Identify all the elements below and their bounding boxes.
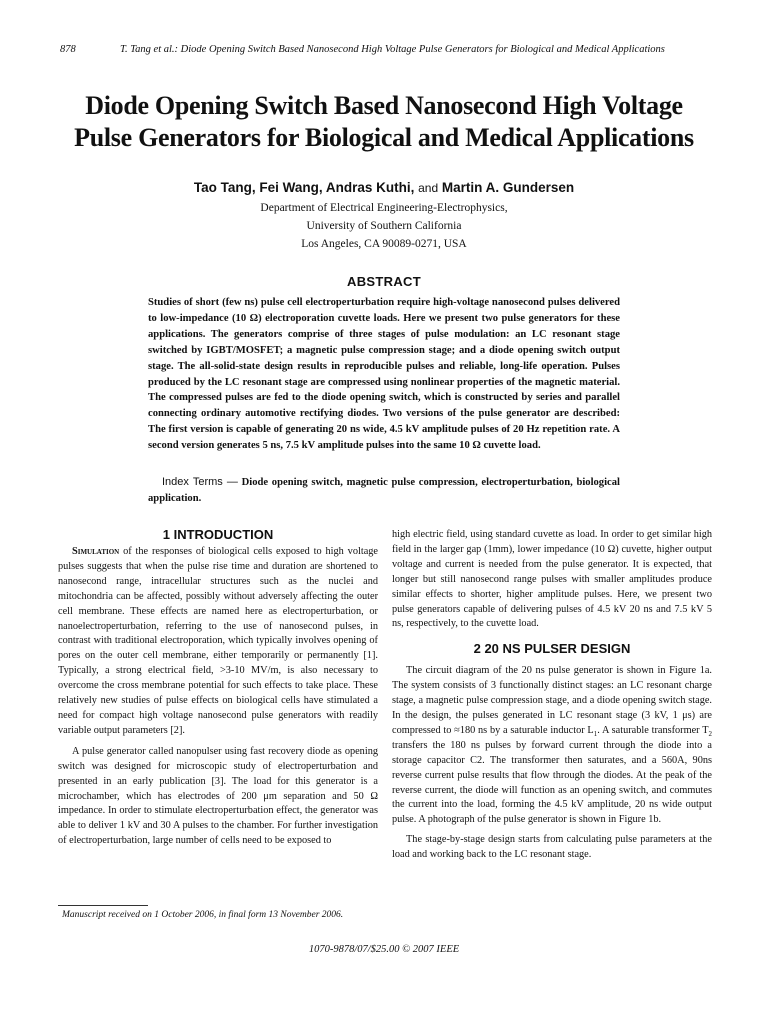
author-last: Martin A. Gundersen bbox=[441, 180, 575, 195]
drop-word: Simulation bbox=[72, 546, 120, 557]
author-and: and bbox=[418, 181, 439, 195]
pulser-paragraph-1 bbox=[392, 664, 712, 828]
section-2-heading: 2 20 NS PULSER DESIGN bbox=[473, 641, 631, 657]
footnote-divider bbox=[58, 905, 148, 906]
pulser-paragraph-2: The stage-by-stage design starts from calculating pulse parameters at the load and working back to the LC resonant stage. bbox=[392, 834, 712, 861]
pulser-paragraph-1-a: The circuit diagram of the 20 ns pulse generator is shown in Figure 1a. The system consists of 3 functionally distinct stages: an LC resonant charge stage, a magnetic pulse compression stage, and a diode opening switch stage. In the design, the pulses generated in LC resonant stage (3 kV, 1 μs) are compressed to ≈180 ns by a saturable inductor L bbox=[392, 665, 712, 736]
author-list bbox=[40, 180, 728, 195]
pulser-paragraph-1-b: . A saturable transformer T bbox=[597, 724, 709, 736]
pulser-paragraph-1-c: transfers the 180 ns pulses by forward current through the diode into a storage capacitor C2. The transformer then saturates, and a 560A, 90ns reverse current pulse results that flow through the diodes. At the peak of the reverse current, the diode will function as an opening switch, and commutes the current into the load, forming the 4.5 kV amplitude, 20 ns wide output pulse. A photograph of the pulse generator is shown in Figure 1b. bbox=[392, 739, 712, 826]
subscript-1: 1 bbox=[593, 729, 598, 738]
abstract-heading: ABSTRACT bbox=[347, 274, 421, 289]
intro-paragraph-3: high electric field, using standard cuvette as load. In order to get similar high field in the larger gap (1mm), lower impedance (10 Ω) cuvette, higher output voltage and current is needed from the pulse generator. It is expected, that longer but still nanosecond range pulses with smaller amplitudes produce similar effects to shorter, higher amplitude pulses. Here, we present two pulse generators capable of delivering pulses of 4.5 kV 20 ns and 7.5 kV 5 ns, respectively, to the cuvette load. bbox=[392, 529, 712, 630]
footnote: Manuscript received on 1 October 2006, in final form 13 November 2006. bbox=[62, 910, 344, 920]
left-column bbox=[58, 527, 378, 849]
intro-paragraph-1 bbox=[58, 545, 378, 739]
intro-paragraph-1-text: of the responses of biological cells exposed to high voltage pulses suggests that when the pulse rise time and duration are shortened to nanosecond range, intracellular structures such as the nuclei and mitochondria can be affected, possibly without adversely affecting the outer cell membrane. These effects are named here as electroperturbation, or nanoelectroperturbation, referring to the use of nanosecond pulses, in contrast with traditional electroporation, which typically involves opening of pores on the outer cell membrane, either temporarily or permanently [1]. Typically, a strong electrical field, >3-10 MV/m, is also necessary to overcome the cross membrane potential for such effects to take place. These relatively new studies of pulse effects on biological cells have stimulated a need for compact high voltage nanosecond pulse generators with readily variable output parameters [2]. bbox=[58, 546, 378, 736]
affiliation-line-2: University of Southern California bbox=[306, 220, 462, 232]
affiliation-line-3: Los Angeles, CA 90089-0271, USA bbox=[301, 238, 467, 250]
title-line-2: Pulse Generators for Biological and Medical Applications bbox=[74, 123, 694, 152]
intro-paragraph-2: A pulse generator called nanopulser using fast recovery diode as opening switch was designed for microscopic study of electroperturbation and presented in an early publication [3]. The load for this generator is a microchamber, which has electrodes of 200 μm separation and 50 Ω impedance. In order to stimulate electroperturbation effect, the generator was able to deliver 1 kV and 30 A pulses to the chamber. For further investigation of electroperturbation, large number of cells need to be exposed to bbox=[58, 745, 378, 847]
index-terms bbox=[148, 475, 620, 507]
index-terms-label: Index Terms — bbox=[162, 476, 238, 488]
title-line-1: Diode Opening Switch Based Nanosecond High Voltage bbox=[85, 91, 683, 120]
author-names: Tao Tang, Fei Wang, Andras Kuthi, bbox=[193, 180, 415, 195]
subscript-2: 2 bbox=[708, 729, 712, 738]
affiliation bbox=[40, 199, 728, 253]
abstract-body: Studies of short (few ns) pulse cell electroperturbation require high-voltage nanosecond pulses delivered to low-impedance (10 Ω) electroporation cuvette loads. Here we present two pulse generators for these applications. The generators comprise of three stages of pulse modulation: an LC resonant stage switched by IGBT/MOSFET; a magnetic pulse compression stage; and a diode opening switch output stage. The all-solid-state design results in reproducible pulses and reliable, long-life operation. Pulses produced by the LC resonant stage are compressed using nonlinear properties of the magnetic material. The compressed pulses are fed to the diode opening switch, which is constructed by series and parallel connecting ordinary automotive rectifying diodes. Two versions of the pulse generator are described: The first version is capable of generating 20 ns wide, 4.5 kV amplitude pulses of 20 Hz repetition rate. A second version generates 5 ns, 7.5 kV amplitude pulses into the same 10 Ω cuvette load. bbox=[148, 297, 620, 452]
paper-title bbox=[40, 90, 728, 154]
running-title: T. Tang et al.: Diode Opening Switch Based Nanosecond High Voltage Pulse Generators for Biological and Medical Applications bbox=[120, 44, 665, 55]
index-terms-list: Diode opening switch, magnetic pulse compression, electroperturbation, biological application. bbox=[148, 477, 620, 504]
right-column bbox=[392, 528, 712, 863]
affiliation-line-1: Department of Electrical Engineering-Electrophysics, bbox=[260, 202, 508, 214]
page-number: 878 bbox=[60, 44, 76, 55]
section-1-heading: 1 INTRODUCTION bbox=[162, 527, 274, 542]
page-footer: 1070-9878/07/$25.00 © 2007 IEEE bbox=[308, 944, 460, 955]
